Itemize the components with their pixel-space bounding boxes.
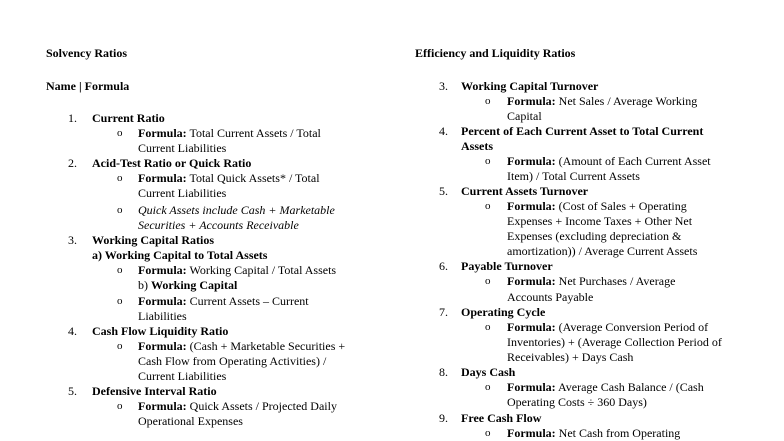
- ratio-name-defensive-interval: Defensive Interval Ratio: [92, 384, 217, 398]
- formula-line: Current Liabilities: [138, 369, 227, 383]
- list-number: 7.: [439, 305, 448, 319]
- ratio-name-percent-current-asset: Percent of Each Current Asset to Total Current: [461, 124, 704, 138]
- bullet-icon: o: [485, 155, 491, 167]
- ratio-name-free-cash-flow: Free Cash Flow: [461, 411, 542, 425]
- ratio-name-working-capital: Working Capital Ratios: [92, 233, 215, 247]
- bullet-icon: o: [485, 381, 491, 393]
- formula-line: Operating Costs ÷ 360 Days): [507, 395, 647, 409]
- formula-line: Formula: Working Capital / Total Assets: [138, 263, 337, 277]
- formula-line: Current Liabilities: [138, 186, 227, 200]
- bullet-icon: o: [117, 400, 123, 412]
- list-number: 6.: [439, 259, 448, 273]
- formula-line: Formula: (Cost of Sales + Operating: [507, 199, 687, 213]
- ratio-name-wc-turnover: Working Capital Turnover: [461, 79, 599, 93]
- list-number: 4.: [439, 124, 448, 138]
- ratio-name-days-cash: Days Cash: [461, 365, 516, 379]
- formula-line: Liabilities: [138, 309, 187, 323]
- formula-line: Formula: Net Purchases / Average: [507, 274, 676, 288]
- formula-line: Inventories) + (Average Collection Period of: [507, 335, 722, 349]
- formula-line: amortization)) / Average Current Assets: [507, 244, 698, 258]
- formula-line: Formula: (Amount of Each Current Asset: [507, 154, 711, 168]
- sub-item-a: a) Working Capital to Total Assets: [92, 248, 268, 262]
- bullet-icon: o: [485, 321, 491, 333]
- list-number: 4.: [68, 324, 77, 338]
- formula-line: Accounts Payable: [507, 290, 594, 304]
- formula-line: Expenses + Income Taxes + Other Net: [507, 214, 693, 228]
- list-number: 5.: [68, 384, 77, 398]
- ratio-name-acid-test: Acid-Test Ratio or Quick Ratio: [92, 156, 252, 170]
- bullet-icon: o: [117, 204, 123, 216]
- ratio-name-payable-turnover: Payable Turnover: [461, 259, 553, 273]
- formula-line: Capital: [507, 109, 542, 123]
- list-number: 5.: [439, 184, 448, 198]
- formula-line: Formula: (Cash + Marketable Securities +: [138, 339, 346, 353]
- list-number: 3.: [68, 233, 77, 247]
- list-number: 2.: [68, 156, 77, 170]
- ratio-name-cash-flow-liquidity: Cash Flow Liquidity Ratio: [92, 324, 229, 338]
- formula-line: Formula: Current Assets – Current: [138, 294, 309, 308]
- formula-line: Formula: Average Cash Balance / (Cash: [507, 380, 704, 394]
- ratio-name-percent-current-asset-cont: Assets: [461, 139, 493, 153]
- bullet-icon: o: [117, 264, 123, 276]
- ratio-name-operating-cycle: Operating Cycle: [461, 305, 546, 319]
- formula-line: Current Liabilities: [138, 141, 227, 155]
- bullet-icon: o: [485, 200, 491, 212]
- list-number: 8.: [439, 365, 448, 379]
- ratio-name-current-assets-turnover: Current Assets Turnover: [461, 184, 589, 198]
- formula-line: Formula: (Average Conversion Period of: [507, 320, 709, 334]
- formula-line: Formula: Total Quick Assets* / Total: [138, 171, 320, 185]
- formula-line: Formula: Net Sales / Average Working: [507, 94, 698, 108]
- ratio-name-current-ratio: Current Ratio: [92, 111, 165, 125]
- sub-item-b: b) Working Capital: [138, 278, 238, 292]
- bullet-icon: o: [117, 172, 123, 184]
- bullet-icon: o: [117, 127, 123, 139]
- list-number: 1.: [68, 111, 77, 125]
- formula-line: Formula: Quick Assets / Projected Daily: [138, 399, 337, 413]
- name-formula-subheading: Name | Formula: [46, 79, 130, 93]
- formula-line: Receivables) + Days Cash: [507, 350, 634, 364]
- bullet-icon: o: [117, 340, 123, 352]
- bullet-icon: o: [485, 427, 491, 439]
- formula-line: Operational Expenses: [138, 414, 243, 428]
- formula-line: Formula: Net Cash from Operating: [507, 426, 681, 440]
- section-heading-efficiency: Efficiency and Liquidity Ratios: [415, 46, 576, 60]
- note-line: Securities + Accounts Receivable: [138, 218, 299, 232]
- formula-line: Expenses (excluding depreciation &: [507, 229, 682, 243]
- bullet-icon: o: [485, 95, 491, 107]
- note-line: Quick Assets include Cash + Marketable: [138, 203, 335, 217]
- list-number: 9.: [439, 411, 448, 425]
- formula-line: Cash Flow from Operating Activities) /: [138, 354, 327, 368]
- formula-line: Formula: Total Current Assets / Total: [138, 126, 321, 140]
- bullet-icon: o: [485, 275, 491, 287]
- section-heading-solvency: Solvency Ratios: [46, 46, 127, 60]
- bullet-icon: o: [117, 295, 123, 307]
- list-number: 3.: [439, 79, 448, 93]
- formula-line: Item) / Total Current Assets: [507, 169, 640, 183]
